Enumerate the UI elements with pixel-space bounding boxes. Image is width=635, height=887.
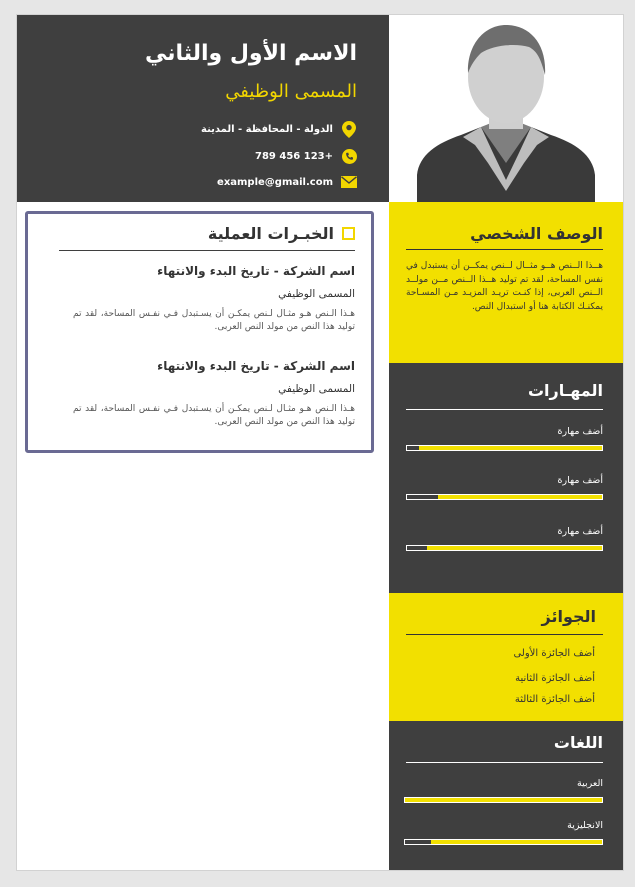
profile-photo-avatar: [389, 15, 623, 202]
profile-photo: [389, 15, 623, 202]
skill-bar: [406, 494, 603, 500]
award-item: أضف الجائزة الثالثة: [514, 694, 595, 705]
skills-divider: [406, 409, 603, 410]
skill-bar-empty: [407, 546, 427, 550]
skill-label: أضف مهارة: [557, 475, 603, 486]
skill-bar-empty: [407, 495, 438, 499]
contact-address: [201, 121, 357, 137]
experience-heading: [208, 224, 355, 243]
phone-icon: [341, 148, 357, 164]
awards-title: الجوائز: [541, 607, 596, 626]
job-description: هـذا الـنص هـو مثـال لـنص يمكـن أن يسـتبدل فـي نفـس المساحة، لقد تم توليد هذا النص من مولد النص العربى.: [73, 309, 355, 332]
job-company-dates: اسم الشركة - تاريخ البدء والانتهاء: [157, 264, 355, 278]
profile-text: هــذا الــنص هــو مثــال لــنص يمكــن أن يستبدل في نفس المساحة، لقد تم توليد هــذا الــنص مــن مولــد الــنص العربى، إذا كنـت تريـد المزيـد مـن المسـاحة يمكنـك الكتابة هنا أو استبدال النص.: [406, 261, 603, 312]
checkbox-square-icon: [342, 227, 355, 240]
skill-bar: [406, 545, 603, 551]
languages-divider: [406, 762, 603, 763]
profile-divider: [406, 249, 603, 250]
contact-phone: [255, 148, 357, 164]
experience-title: الخبـرات العملية: [207, 224, 334, 243]
job-role: المسمى الوظيفي: [278, 383, 355, 395]
language-bar-empty: [405, 840, 431, 844]
award-item: أضف الجائزة الأولى: [513, 648, 595, 659]
experience-section: [25, 211, 374, 453]
full-name: الاسم الأول والثاني: [144, 41, 357, 66]
contact-email: [217, 174, 357, 190]
skills-title: المهـارات: [527, 381, 603, 400]
awards-divider: [406, 634, 603, 635]
skill-label: أضف مهارة: [557, 526, 603, 537]
job-entry: [73, 264, 355, 334]
experience-divider: [59, 250, 355, 251]
job-entry: [73, 359, 355, 429]
skill-bar-empty: [407, 446, 419, 450]
skills-section: [389, 363, 623, 593]
email-icon: [341, 174, 357, 190]
resume-page: [16, 14, 624, 871]
phone-text: +123 456 789: [255, 150, 333, 162]
languages-section: [389, 721, 623, 870]
language-bar: [404, 797, 603, 803]
address-text: الدولة - المحافظة - المدينة: [201, 123, 333, 135]
language-label: العربية: [577, 778, 603, 789]
job-title: المسمى الوظيفي: [225, 81, 357, 102]
language-label: الانجليزية: [567, 820, 603, 831]
skill-bar: [406, 445, 603, 451]
resume-header: [17, 15, 389, 202]
profile-section: [389, 202, 623, 363]
profile-title: الوصف الشخصي: [470, 224, 603, 243]
job-description: هـذا الـنص هـو مثـال لـنص يمكـن أن يسـتبدل فـي نفـس المساحة، لقد تم توليد هذا النص من مولد النص العربى.: [73, 404, 355, 427]
job-company-dates: اسم الشركة - تاريخ البدء والانتهاء: [157, 359, 355, 373]
location-pin-icon: [341, 121, 357, 137]
job-role: المسمى الوظيفي: [278, 288, 355, 300]
language-bar: [404, 839, 603, 845]
award-item: أضف الجائزة الثانية: [515, 673, 595, 684]
email-text: example@gmail.com: [217, 176, 333, 188]
languages-title: اللغات: [553, 733, 603, 752]
skill-label: أضف مهارة: [557, 426, 603, 437]
awards-section: [389, 593, 623, 721]
